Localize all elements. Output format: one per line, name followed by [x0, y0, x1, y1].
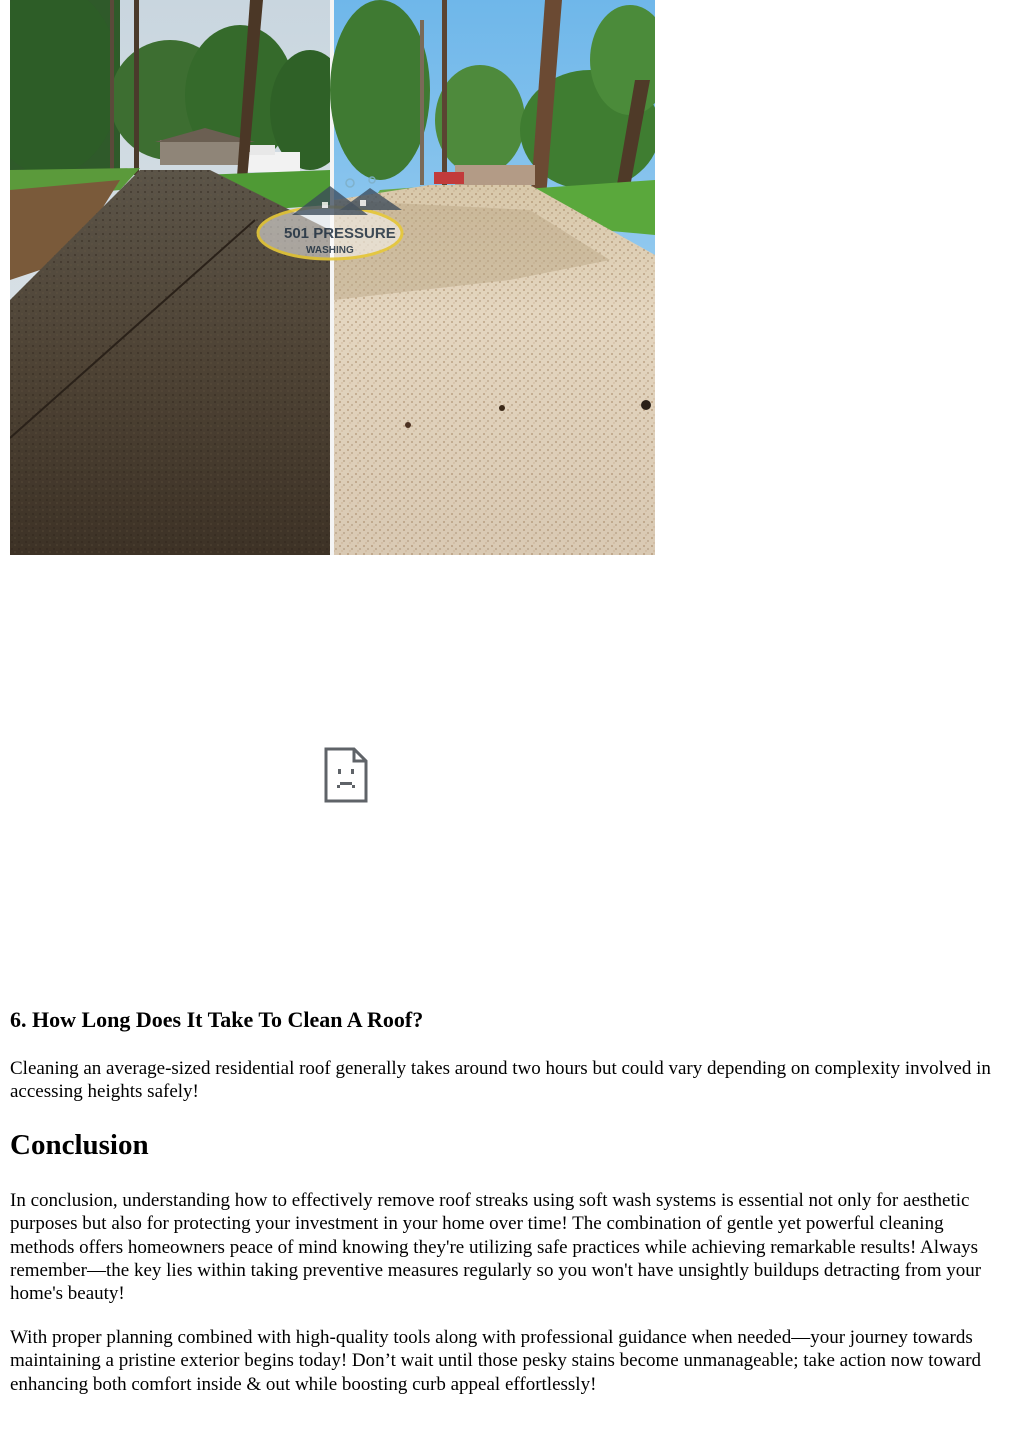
broken-image-icon: [323, 746, 369, 804]
faq-answer-paragraph: Cleaning an average-sized residential roof generally takes around two hours but could vary depending on complexity involved in accessing heights safely!: [10, 1058, 991, 1103]
before-after-driveway-photo: [10, 0, 655, 555]
conclusion-heading: Conclusion: [10, 1129, 149, 1161]
conclusion-paragraph-1: In conclusion, understanding how to effectively remove roof streaks using soft wash systems is essential not only for aesthetic purposes but also for protecting your investment in your home over time! The combination of gentle yet powerful cleaning methods offers homeowners peace of mind knowing they're utilizing safe practices while achieving remarkable results! Always remember—the key lies within taking preventive measures regularly so you won't have unsightly buildups detracting from your home's beauty!: [10, 1190, 982, 1305]
faq-question-heading: 6. How Long Does It Take To Clean A Roof?: [10, 1007, 424, 1032]
watermark-line2: WASHING: [306, 245, 354, 256]
watermark-line1: 501 PRESSURE: [284, 225, 396, 242]
conclusion-paragraph-2: With proper planning combined with high-quality tools along with professional guidance when needed—your journey towards maintaining a pristine exterior begins today! Don’t wait until those pesky stains become unmanageable; take action now toward enhancing both comfort inside & out while boosting curb appeal effortlessly!: [10, 1327, 982, 1395]
